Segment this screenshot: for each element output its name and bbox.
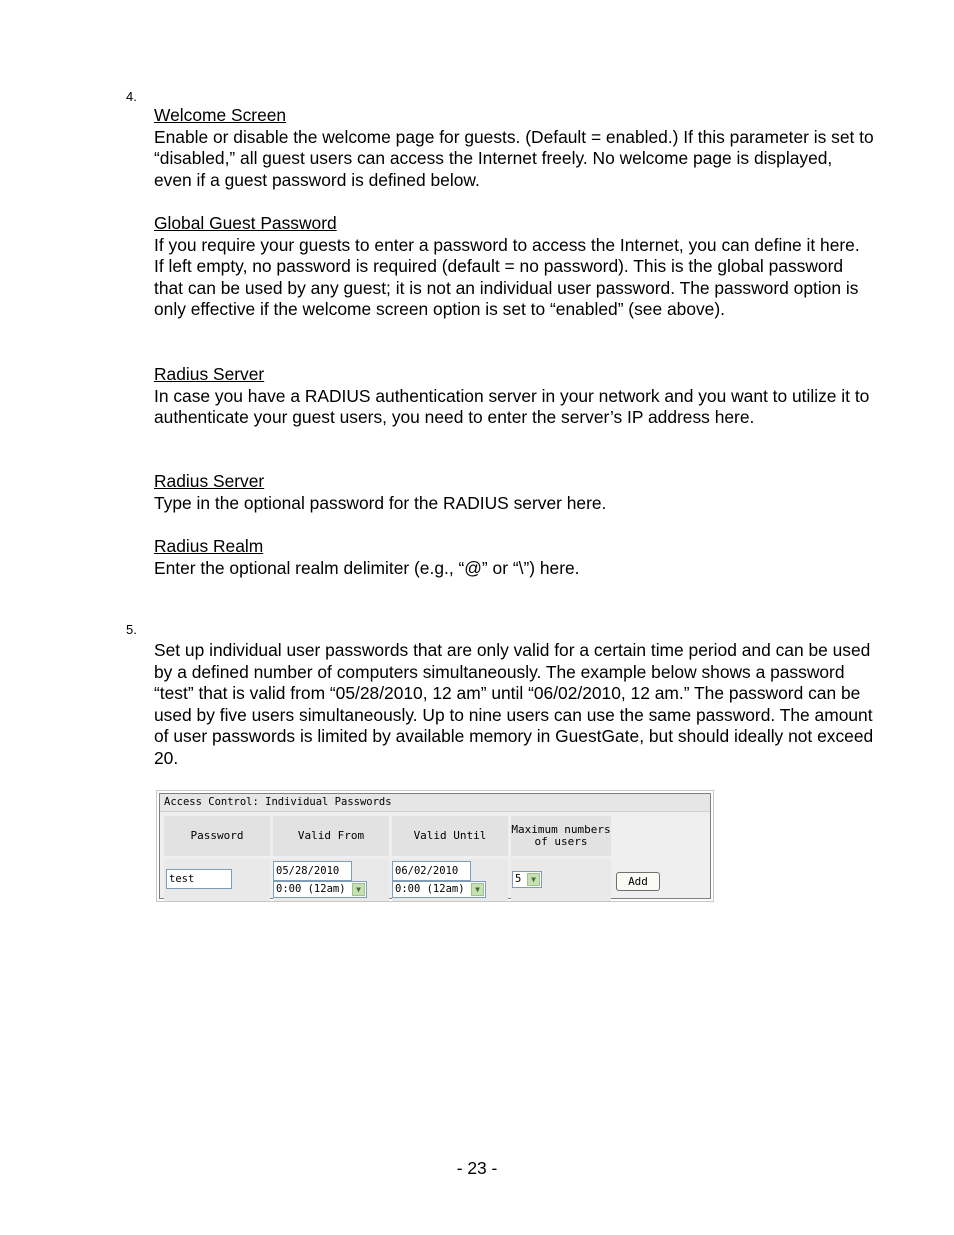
panel-frame: [159, 793, 711, 899]
item-heading: Welcome Screen: [154, 105, 287, 125]
section-5-text: [154, 640, 874, 770]
valid-from-date-input[interactable]: 05/28/2010: [273, 861, 352, 881]
item-heading: Global Guest Password: [154, 213, 337, 233]
item-welcome-screen: [154, 105, 874, 191]
item-text: Type in the optional password for the RADIUS server here.: [154, 492, 607, 513]
item-global-guest-password: [154, 213, 874, 321]
item-radius-realm: [154, 536, 874, 579]
max-users-select[interactable]: [512, 871, 542, 888]
item-radius-server: [154, 364, 874, 429]
item-heading: Radius Realm: [154, 536, 264, 556]
access-control-panel: [156, 790, 714, 902]
cell-valid-from: [273, 859, 389, 901]
chevron-down-icon[interactable]: ▼: [352, 883, 365, 896]
cell-max-users: [511, 859, 611, 901]
select-value: 0:00 (12am): [276, 883, 346, 895]
header-valid-until: Valid Until: [392, 816, 508, 856]
section-number: 4.: [126, 89, 137, 104]
item-text: Enable or disable the welcome page for guests. (Default = enabled.) If this parameter is set to “disabled,” all guest users can access the Internet freely. No welcome page is displayed, even if a guest password is defined below.: [154, 126, 874, 190]
item-radius-server-password: [154, 471, 874, 514]
cell-valid-until: [392, 859, 508, 901]
item-text: In case you have a RADIUS authentication server in your network and you want to utilize it to authenticate your guest users, you need to enter the server’s IP address here.: [154, 385, 870, 428]
item-heading: Radius Server: [154, 471, 265, 491]
header-valid-from: Valid From: [273, 816, 389, 856]
header-password: Password: [164, 816, 270, 856]
add-button[interactable]: Add: [616, 872, 660, 891]
select-value: 5: [515, 873, 522, 885]
header-max-users: Maximum numbers of users: [511, 816, 611, 856]
valid-until-time-select[interactable]: [392, 881, 486, 898]
select-value: 0:00 (12am): [395, 883, 465, 895]
chevron-down-icon[interactable]: ▼: [527, 873, 540, 886]
chevron-down-icon[interactable]: ▼: [471, 883, 484, 896]
password-input[interactable]: test: [166, 869, 232, 889]
item-text: Enter the optional realm delimiter (e.g., “@” or “\”) here.: [154, 557, 580, 578]
page-number: - 23 -: [456, 1158, 498, 1178]
paragraph: Set up individual user passwords that are only valid for a certain time period and can be used by a defined number of computers simultaneously. The example below shows a password “test” that is valid from “05/28/2010, 12 am” until “06/02/2010, 12 am.” The password can be used by five users simultaneously. Up to nine users can use the same password. The amount of user passwords is limited by available memory in GuestGate, but should ideally not exceed 20.: [154, 640, 874, 768]
item-heading: Radius Server: [154, 364, 265, 384]
section-number: 5.: [126, 622, 137, 637]
valid-from-time-select[interactable]: [273, 881, 367, 898]
item-text: If you require your guests to enter a password to access the Internet, you can define it here. If left empty, no password is required (default = no password). This is the global password that can be used by any guest; it is not an individual user password. The password option is only effective if the welcome screen option is set to “enabled” (see above).: [154, 234, 860, 320]
valid-until-date-input[interactable]: 06/02/2010: [392, 861, 471, 881]
cell-password: [164, 859, 270, 901]
panel-title: Access Control: Individual Passwords: [160, 794, 710, 812]
